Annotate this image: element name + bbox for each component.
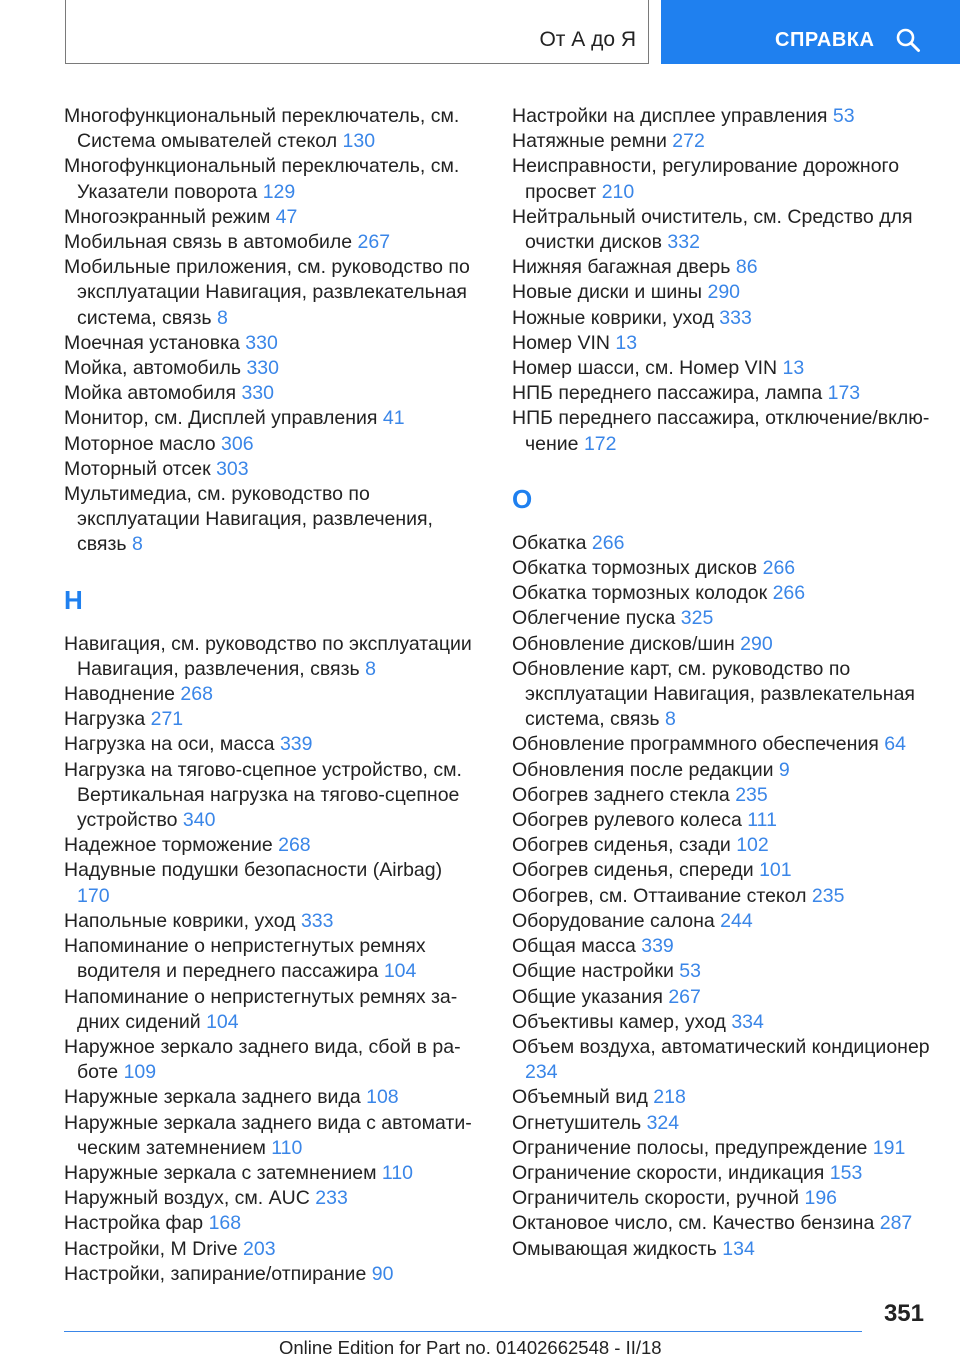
index-entry [64, 104, 479, 154]
section-tab-label: От А до Я [539, 28, 636, 51]
page-link[interactable]: 339 [279, 733, 313, 756]
index-entry-text: Напоминание о непристегнутых ремнях водителя и переднего пассажира [64, 935, 426, 983]
page-link[interactable]: 324 [646, 1111, 680, 1134]
index-entry-text: Обогрев, см. Оттаивание стекол [512, 884, 807, 907]
index-entry [512, 280, 942, 305]
page-link[interactable]: 110 [381, 1161, 414, 1184]
index-entry-text: Мойка автомобиля [64, 382, 237, 405]
page-link[interactable]: 53 [679, 960, 701, 983]
index-entry [512, 255, 942, 280]
index-entry [512, 381, 942, 406]
index-entry [512, 833, 942, 858]
index-entry [512, 1010, 942, 1035]
index-entry-text: Напоминание о непристегнутых ремнях задних сидений [64, 985, 458, 1033]
index-entry-text: Оборудование салона [512, 909, 715, 932]
page-link[interactable]: 134 [722, 1237, 755, 1260]
index-entry [64, 858, 479, 908]
index-column-left [64, 104, 479, 1287]
index-entry [512, 205, 942, 255]
page-link[interactable]: 333 [300, 909, 334, 932]
index-entry-text: Натяжные ремни [512, 130, 667, 153]
page-link[interactable]: 218 [653, 1086, 686, 1109]
index-entry [512, 406, 942, 456]
page-link[interactable]: 41 [382, 407, 405, 430]
index-entry-text: Напольные коврики, уход [64, 909, 296, 932]
index-entry-text: Надувные подушки безопасности (Airbag) [64, 859, 443, 882]
help-tab-label: СПРАВКА [775, 29, 875, 51]
page-link[interactable]: 130 [342, 130, 376, 153]
page-link[interactable]: 330 [246, 357, 279, 380]
index-entry [64, 833, 479, 858]
page-link[interactable]: 268 [278, 834, 311, 857]
page-link[interactable]: 290 [740, 632, 773, 655]
index-entry-text: Обновление дисков/шин [512, 632, 735, 655]
page-link[interactable]: 109 [123, 1061, 157, 1084]
index-entry [512, 808, 942, 833]
index-entry [512, 1161, 942, 1186]
page-link[interactable]: 271 [150, 708, 184, 731]
index-entry-text: Наружные зеркала заднего вида с автоматическим затемнением [64, 1111, 472, 1159]
page-link[interactable]: 340 [182, 809, 216, 832]
index-entry-text: Настройки, M Drive [64, 1237, 238, 1260]
index-entry [512, 783, 942, 808]
index-entry [512, 104, 942, 129]
page-link[interactable]: 110 [271, 1136, 303, 1159]
index-entry-text: НПБ переднего пассажира, отключение/включение [512, 407, 930, 455]
page-link[interactable]: 129 [262, 180, 296, 203]
index-entry-text: Ограничитель скорости, ручной [512, 1187, 800, 1210]
index-entry-text: Мобильные приложения, см. руководство по эксплуатации Навигация, развлекательная система, связь [64, 256, 470, 329]
index-entry [64, 632, 479, 682]
index-entry-text: Объем воздуха, автоматический кондиционер [512, 1035, 930, 1058]
index-letter-heading: Н [64, 584, 83, 615]
edition-note: Online Edition for Part no. 01402662548 - II/18 [279, 1337, 662, 1358]
page-link[interactable]: 330 [241, 382, 274, 405]
index-entry [512, 531, 942, 556]
index-entry [64, 934, 479, 984]
index-entry-text: Ограничение полосы, предупреждение [512, 1136, 868, 1159]
index-entry-text: Наводнение [64, 683, 175, 706]
index-entry [64, 406, 479, 431]
page-link[interactable]: 86 [735, 256, 758, 279]
index-entry-text: НПБ переднего пассажира, лампа [512, 382, 823, 405]
page-link[interactable]: 170 [77, 884, 110, 907]
page-link[interactable]: 101 [759, 859, 792, 882]
index-entry-text: Обновления после редакции [512, 758, 774, 781]
index-entry [64, 1262, 479, 1287]
page-link[interactable]: 267 [668, 985, 701, 1008]
page-link[interactable]: 266 [591, 531, 625, 554]
index-entry-text: Обкатка тормозных дисков [512, 557, 758, 580]
page-link[interactable]: 8 [131, 533, 143, 556]
index-entry [64, 432, 479, 457]
index-entry-text: Наружный воздух, см. AUC [64, 1187, 310, 1210]
page-link[interactable]: 173 [827, 382, 861, 405]
page-link[interactable]: 203 [243, 1237, 276, 1260]
index-entry [512, 657, 942, 733]
index-entry [64, 381, 479, 406]
index-entry-text: Настройки на дисплее управления [512, 105, 828, 127]
index-entry-text: Нагрузка [64, 708, 146, 731]
page-link[interactable]: 9 [778, 758, 790, 781]
index-entry-text: Ограничение скорости, индикация [512, 1161, 825, 1184]
index-entry [512, 129, 942, 154]
index-entry-text: Обогрев сиденья, сзади [512, 834, 731, 857]
index-entry-text: Объективы камер, уход [512, 1010, 726, 1033]
index-entry-text: Октановое число, см. Качество бензина [512, 1212, 875, 1235]
index-entry-text: Ножные коврики, уход [512, 306, 714, 329]
page-link[interactable]: 287 [879, 1212, 913, 1235]
index-entry [512, 356, 942, 381]
index-entry [512, 556, 942, 581]
index-entry-text: Обогрев заднего стекла [512, 783, 730, 806]
page-link[interactable]: 104 [206, 1010, 239, 1033]
index-entry [64, 1211, 479, 1236]
page-link[interactable]: 334 [731, 1010, 764, 1033]
index-entry-text: Общая масса [512, 935, 636, 958]
index-entry [64, 682, 479, 707]
page-link[interactable]: 233 [315, 1187, 348, 1210]
page-link[interactable]: 53 [832, 105, 855, 127]
index-entry [64, 205, 479, 230]
index-entry [512, 934, 942, 959]
index-entry-text: Настройка фар [64, 1212, 204, 1235]
page-link[interactable]: 8 [365, 657, 376, 680]
index-entry-text: Обновление карт, см. руководство по эксплуатации Навигация, развлекательная система, связь [512, 657, 915, 731]
index-entry [512, 1085, 942, 1110]
index-entry-text: Многофункциональный переключатель, см. Указатели поворота [64, 155, 460, 203]
page-link[interactable]: 104 [383, 960, 417, 983]
page-number: 351 [883, 1300, 924, 1327]
index-entry [64, 1161, 479, 1186]
page-link[interactable]: 290 [707, 281, 741, 304]
index-entry [64, 1035, 479, 1085]
index-entry-text: Наружные зеркала с затемнением [64, 1161, 377, 1184]
index-entry-text: Наружное зеркало заднего вида, сбой в работе [64, 1035, 461, 1084]
index-entry-text: Моторный отсек [64, 457, 211, 480]
index-entry-text: Нейтральный очиститель, см. Средство для очистки дисков [512, 205, 913, 254]
page-link[interactable]: 13 [782, 357, 805, 380]
page-link[interactable]: 234 [525, 1061, 558, 1084]
index-entry [512, 959, 942, 984]
page-link[interactable]: 268 [180, 683, 213, 706]
index-entry [64, 909, 479, 934]
page-link[interactable]: 303 [216, 457, 249, 480]
index-entry [512, 858, 942, 883]
page-link[interactable]: 244 [720, 909, 753, 932]
index-entry [512, 1136, 942, 1161]
index-entry [512, 732, 942, 757]
page-link[interactable]: 235 [735, 783, 768, 806]
page-link[interactable]: 191 [872, 1136, 906, 1159]
index-entry-text: Навигация, см. руководство по эксплуатации Навигация, развлечения, связь [64, 632, 472, 680]
index-entry [512, 758, 942, 783]
search-icon[interactable] [895, 27, 921, 53]
index-entry-text: Обкатка тормозных колодок [512, 582, 768, 605]
index-entry-text: Многофункциональный переключатель, см. Система омывателей стекол [64, 105, 460, 153]
index-entry [64, 230, 479, 255]
page-link[interactable]: 90 [371, 1262, 394, 1285]
index-entry [64, 255, 479, 331]
index-entry [64, 1237, 479, 1262]
index-entry-text: Номер VIN [512, 331, 610, 354]
index-entry-text: Неисправности, регулирование дорожного просвет [512, 155, 900, 203]
index-entry-text: Омывающая жидкость [512, 1237, 717, 1260]
page-link[interactable]: 13 [615, 331, 638, 354]
help-tab[interactable] [661, 0, 960, 64]
index-entry [512, 884, 942, 909]
index-entry [64, 482, 479, 558]
page-link[interactable]: 64 [884, 733, 906, 756]
index-entry-text: Наружные зеркала заднего вида [64, 1086, 361, 1109]
page-link[interactable]: 111 [747, 809, 777, 832]
index-entry-text: Обогрев рулевого колеса [512, 809, 742, 832]
section-tab[interactable] [65, 0, 649, 64]
page-link[interactable]: 330 [245, 331, 278, 354]
index-entry-text: Номер шасси, см. Номер VIN [512, 357, 778, 380]
index-entry [64, 1186, 479, 1211]
index-column-right [512, 104, 942, 1262]
index-entry-text: Настройки, запирание/отпирание [64, 1262, 367, 1285]
page-link[interactable]: 108 [366, 1086, 399, 1109]
index-entry-text: Обкатка [512, 531, 587, 554]
index-entry-text: Мультимедиа, см. руководство по эксплуатации Навигация, развлечения, связь [64, 483, 433, 556]
index-entry-text: Нижняя багажная дверь [512, 256, 731, 279]
page-link[interactable]: 306 [221, 432, 254, 455]
index-entry [512, 154, 942, 204]
index-entry-text: Надежное торможение [64, 834, 273, 857]
page-link[interactable]: 153 [829, 1161, 863, 1184]
index-entry-text: Моечная установка [64, 331, 240, 354]
index-entry-text: Моторное масло [64, 432, 216, 455]
index-entry [512, 985, 942, 1010]
index-letter-heading: О [512, 483, 533, 514]
index-entry-text: Многоэкранный режим [64, 205, 271, 228]
index-entry [512, 909, 942, 934]
index-entry [64, 1085, 479, 1110]
page-link[interactable]: 325 [680, 607, 714, 630]
page-link[interactable]: 47 [275, 205, 298, 228]
index-entry-text: Обновление программного обеспечения [512, 733, 879, 756]
index-entry-text: Общие настройки [512, 960, 674, 983]
index-entry [64, 154, 479, 204]
page-link[interactable]: 196 [804, 1187, 838, 1210]
page-link[interactable]: 339 [641, 935, 674, 958]
page-link[interactable]: 267 [357, 231, 391, 254]
index-entry [64, 758, 479, 834]
index-entry [512, 1035, 942, 1085]
page-link[interactable]: 168 [208, 1212, 242, 1235]
index-entry [512, 581, 942, 606]
index-entry [512, 306, 942, 331]
index-entry-text: Мойка, автомобиль [64, 357, 242, 380]
index-entry-text: Огнетушитель [512, 1111, 642, 1134]
index-entry [512, 1211, 942, 1236]
index-entry [64, 732, 479, 757]
index-entry [512, 606, 942, 631]
index-entry-text: Облегчение пуска [512, 607, 676, 630]
page-link[interactable]: 266 [772, 582, 806, 605]
index-entry [512, 1111, 942, 1136]
page-link[interactable]: 266 [762, 557, 796, 580]
index-entry-text: Монитор, см. Дисплей управления [64, 407, 378, 430]
index-entry [64, 457, 479, 482]
index-entry-text: Нагрузка на оси, масса [64, 733, 275, 756]
footer-divider [64, 1331, 862, 1332]
index-entry-text: Обогрев сиденья, спереди [512, 859, 754, 882]
index-entry-text: Мобильная связь в автомобиле [64, 231, 353, 254]
index-entry [64, 1111, 479, 1161]
index-entry [512, 1237, 942, 1262]
page-link[interactable]: 8 [217, 306, 228, 329]
index-entry-text: Новые диски и шины [512, 281, 703, 304]
index-entry-text: Нагрузка на тягово-сцепное устройство, см. Вертикальная нагрузка на тягово-сцепное устройство [64, 758, 462, 832]
page-link[interactable]: 210 [601, 180, 635, 203]
index-entry [64, 356, 479, 381]
page-link[interactable]: 172 [583, 432, 617, 455]
page-link[interactable]: 332 [667, 231, 700, 254]
page-link[interactable]: 8 [665, 708, 676, 731]
index-entry-text: Объемный вид [512, 1086, 648, 1109]
page-link[interactable]: 272 [672, 130, 705, 153]
index-entry [512, 331, 942, 356]
index-entry [64, 331, 479, 356]
index-entry [64, 707, 479, 732]
index-entry [512, 1186, 942, 1211]
page-link[interactable]: 235 [811, 884, 845, 907]
page-link[interactable]: 102 [736, 834, 769, 857]
index-entry [512, 632, 942, 657]
index-entry-text: Общие указания [512, 985, 663, 1008]
page-link[interactable]: 333 [719, 306, 752, 329]
index-entry [64, 985, 479, 1035]
